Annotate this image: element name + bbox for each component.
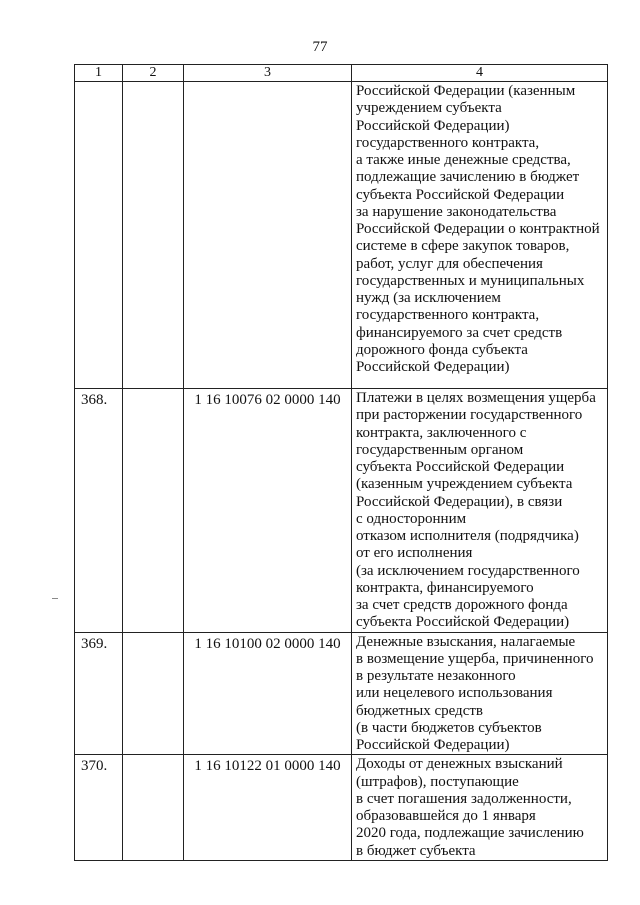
description-line: с односторонним	[356, 510, 467, 527]
row-description	[352, 755, 608, 861]
description-line: за счет средств дорожного фонда	[356, 597, 568, 613]
row-description	[352, 389, 608, 633]
description-line: Доходы от денежных взысканий	[356, 756, 563, 773]
budget-code-table	[74, 64, 608, 861]
description-line: субъекта Российской Федерации	[356, 459, 565, 475]
row-number: 369.	[75, 632, 123, 755]
description-line: контракта, финансируемого	[356, 579, 534, 596]
description-line: Российской Федерации о контрактной	[356, 221, 600, 237]
row-description	[352, 632, 608, 755]
description-line: государственным органом	[356, 441, 524, 458]
description-line: или нецелевого использования	[356, 685, 553, 702]
description-line: образовавшейся до 1 января	[356, 808, 536, 824]
description-line: Российской Федерации)	[356, 737, 510, 753]
description-line: за нарушение законодательства	[356, 203, 557, 220]
description-line: государственных и муниципальных	[356, 272, 585, 289]
description-line: в бюджет субъекта	[356, 842, 476, 859]
description-line: (в части бюджетов субъектов	[356, 719, 542, 736]
row-col2	[123, 755, 184, 861]
row-col2	[123, 632, 184, 755]
header-col-2: 2	[123, 65, 184, 82]
description-line: в результате незаконного	[356, 668, 516, 684]
description-line: государственного контракта,	[356, 134, 540, 151]
description-line: контракта, заключенного с	[356, 424, 527, 441]
description-line: государственного контракта,	[356, 307, 540, 324]
description-line: Денежные взыскания, налагаемые	[356, 633, 576, 650]
description-line: от его исполнения	[356, 545, 473, 562]
budget-code: 1 16 10122 01 0000 140	[184, 755, 352, 861]
description-line: системе в сфере закупок товаров,	[356, 238, 570, 255]
description-line: субъекта Российской Федерации	[356, 186, 565, 203]
table-row	[75, 82, 608, 389]
header-col-4: 4	[352, 65, 608, 82]
table-header-row	[75, 65, 608, 82]
row-number	[75, 82, 123, 389]
row-col2	[123, 389, 184, 633]
description-line: а также иные денежные средства,	[356, 152, 571, 168]
description-line: работ, услуг для обеспечения	[356, 255, 543, 272]
description-line: Российской Федерации)	[356, 359, 510, 375]
description-line: (штрафов), поступающие	[356, 773, 519, 790]
description-line: бюджетных средств	[356, 702, 483, 719]
page-number: 77	[312, 39, 328, 55]
row-col2	[123, 82, 184, 389]
table-row	[75, 632, 608, 755]
description-line: отказом исполнителя (подрядчика)	[356, 528, 579, 544]
margin-mark	[52, 598, 58, 599]
description-line: 2020 года, подлежащие зачислению	[356, 825, 584, 842]
description-line: Российской Федерации (казенным	[356, 83, 576, 99]
budget-code	[184, 82, 352, 389]
description-line: Российской Федерации)	[356, 117, 510, 134]
description-line: нужд (за исключением	[356, 290, 501, 306]
table-row	[75, 389, 608, 633]
description-line: (казенным учреждением субъекта	[356, 476, 573, 493]
description-line: (за исключением государственного	[356, 562, 580, 579]
description-line: учреждением субъекта	[356, 100, 502, 117]
budget-code: 1 16 10100 02 0000 140	[184, 632, 352, 755]
description-line: Российской Федерации), в связи	[356, 493, 563, 510]
description-line: подлежащие зачислению в бюджет	[356, 169, 580, 186]
row-number: 370.	[75, 755, 123, 861]
description-line: в возмещение ущерба, причиненного	[356, 650, 594, 667]
header-col-3: 3	[184, 65, 352, 82]
budget-code: 1 16 10076 02 0000 140	[184, 389, 352, 633]
header-col-1: 1	[75, 65, 123, 82]
description-line: при расторжении государственного	[356, 407, 583, 424]
row-number: 368.	[75, 389, 123, 633]
description-line: субъекта Российской Федерации)	[356, 614, 570, 631]
description-line: финансируемого за счет средств	[356, 324, 563, 341]
row-description	[352, 82, 608, 389]
table-row	[75, 755, 608, 861]
description-line: Платежи в целях возмещения ущерба	[356, 390, 596, 406]
description-line: дорожного фонда субъекта	[356, 341, 528, 358]
description-line: в счет погашения задолженности,	[356, 790, 572, 807]
